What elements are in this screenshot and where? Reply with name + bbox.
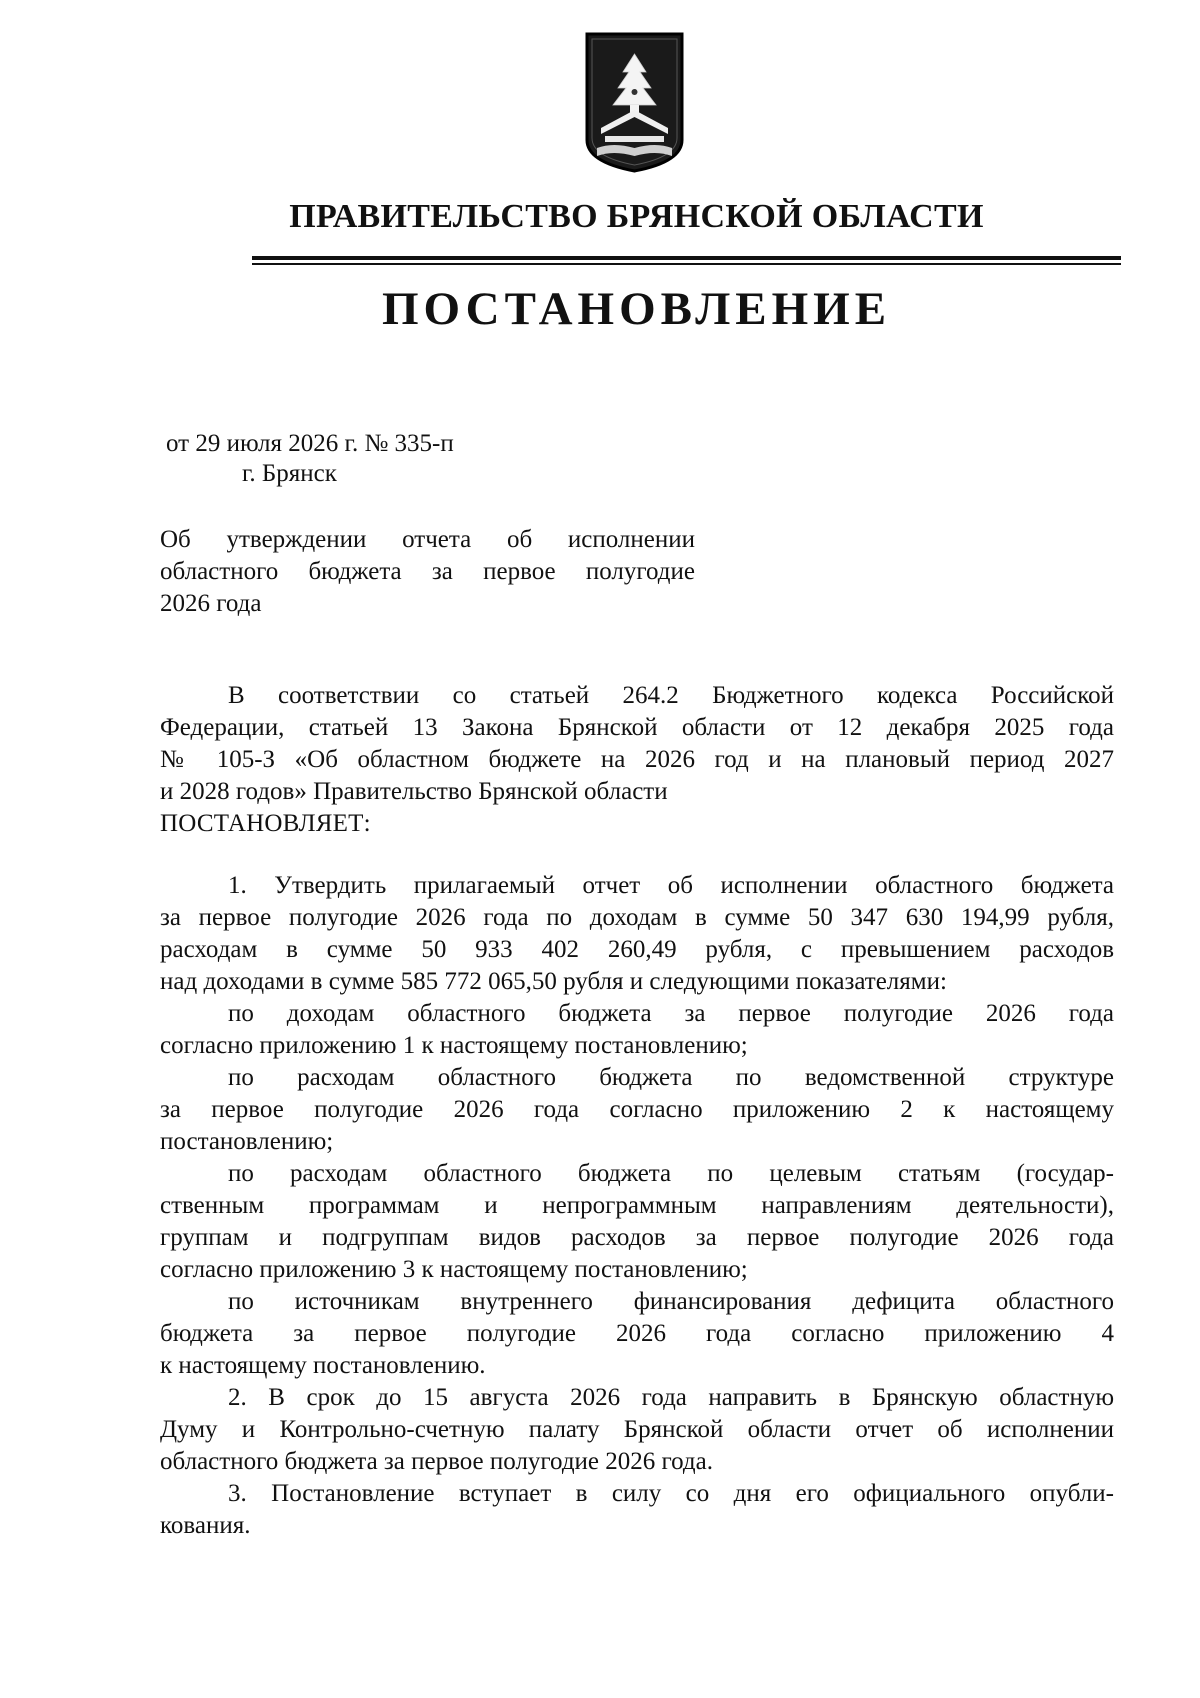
item-3-line: кования.: [160, 1512, 251, 1539]
city: г. Брянск: [242, 460, 337, 487]
preamble-line: Федерации, статьей 13 Закона Брянской области от 12 декабря 2025 года: [160, 714, 1114, 741]
coat-of-arms-icon: [583, 30, 686, 175]
document-body: [160, 680, 1114, 1542]
item-1c-line: группам и подгруппам видов расходов за первое полугодие 2026 года: [160, 1224, 1114, 1251]
subject-line: областного бюджета за первое полугодие: [160, 558, 695, 585]
resolves-heading: ПОСТАНОВЛЯЕТ:: [160, 810, 371, 837]
date-and-number: от 29 июля 2026 г. № 335-п: [166, 430, 454, 457]
item-1d-line: к настоящему постановлению.: [160, 1352, 486, 1379]
item-1c-line: по расходам областного бюджета по целевым статьям (государ-: [228, 1160, 1114, 1187]
header-divider-thin: [252, 263, 1121, 265]
item-2-line: областного бюджета за первое полугодие 2026 года.: [160, 1448, 714, 1475]
item-1c-line: согласно приложению 3 к настоящему постановлению;: [160, 1256, 748, 1283]
item-1-line: расходам в сумме 50 933 402 260,49 рубля, с превышением расходов: [160, 936, 1114, 963]
item-2-line: 2. В срок до 15 августа 2026 года направить в Брянскую областную: [228, 1384, 1114, 1411]
spacer: [160, 840, 1114, 870]
item-1a-line: согласно приложению 1 к настоящему постановлению;: [160, 1032, 748, 1059]
item-1-line: 1. Утвердить прилагаемый отчет об исполнении областного бюджета: [228, 872, 1114, 899]
document-subject: [160, 524, 695, 620]
item-1d-line: бюджета за первое полугодие 2026 года согласно приложению 4: [160, 1320, 1114, 1347]
organization-title: ПРАВИТЕЛЬСТВО БРЯНСКОЙ ОБЛАСТИ: [289, 198, 984, 235]
preamble-line: В соответствии со статьей 264.2 Бюджетного кодекса Российской: [228, 682, 1114, 709]
document-type-title: ПОСТАНОВЛЕНИЕ: [381, 283, 892, 335]
preamble-line: № 105-З «Об областном бюджете на 2026 год и на плановый период 2027: [160, 746, 1114, 773]
header-divider-thick: [252, 256, 1121, 260]
item-1-line: над доходами в сумме 585 772 065,50 рубля и следующими показателями:: [160, 968, 947, 995]
item-1a-line: по доходам областного бюджета за первое полугодие 2026 года: [228, 1000, 1114, 1027]
item-1c-line: ственным программам и непрограммным направлениям деятельности),: [160, 1192, 1114, 1219]
item-1b-line: по расходам областного бюджета по ведомственной структуре: [228, 1064, 1114, 1091]
item-1d-line: по источникам внутреннего финансирования дефицита областного: [228, 1288, 1114, 1315]
subject-line: Об утверждении отчета об исполнении: [160, 526, 695, 553]
subject-line: 2026 года: [160, 590, 262, 617]
item-1-line: за первое полугодие 2026 года по доходам в сумме 50 347 630 194,99 рубля,: [160, 904, 1114, 931]
item-1b-line: за первое полугодие 2026 года согласно приложению 2 к настоящему: [160, 1096, 1114, 1123]
item-2-line: Думу и Контрольно-счетную палату Брянской области отчет об исполнении: [160, 1416, 1114, 1443]
preamble-line: и 2028 годов» Правительство Брянской области: [160, 778, 668, 805]
item-1b-line: постановлению;: [160, 1128, 334, 1155]
item-3-line: 3. Постановление вступает в силу со дня его официального опубли-: [228, 1480, 1114, 1507]
